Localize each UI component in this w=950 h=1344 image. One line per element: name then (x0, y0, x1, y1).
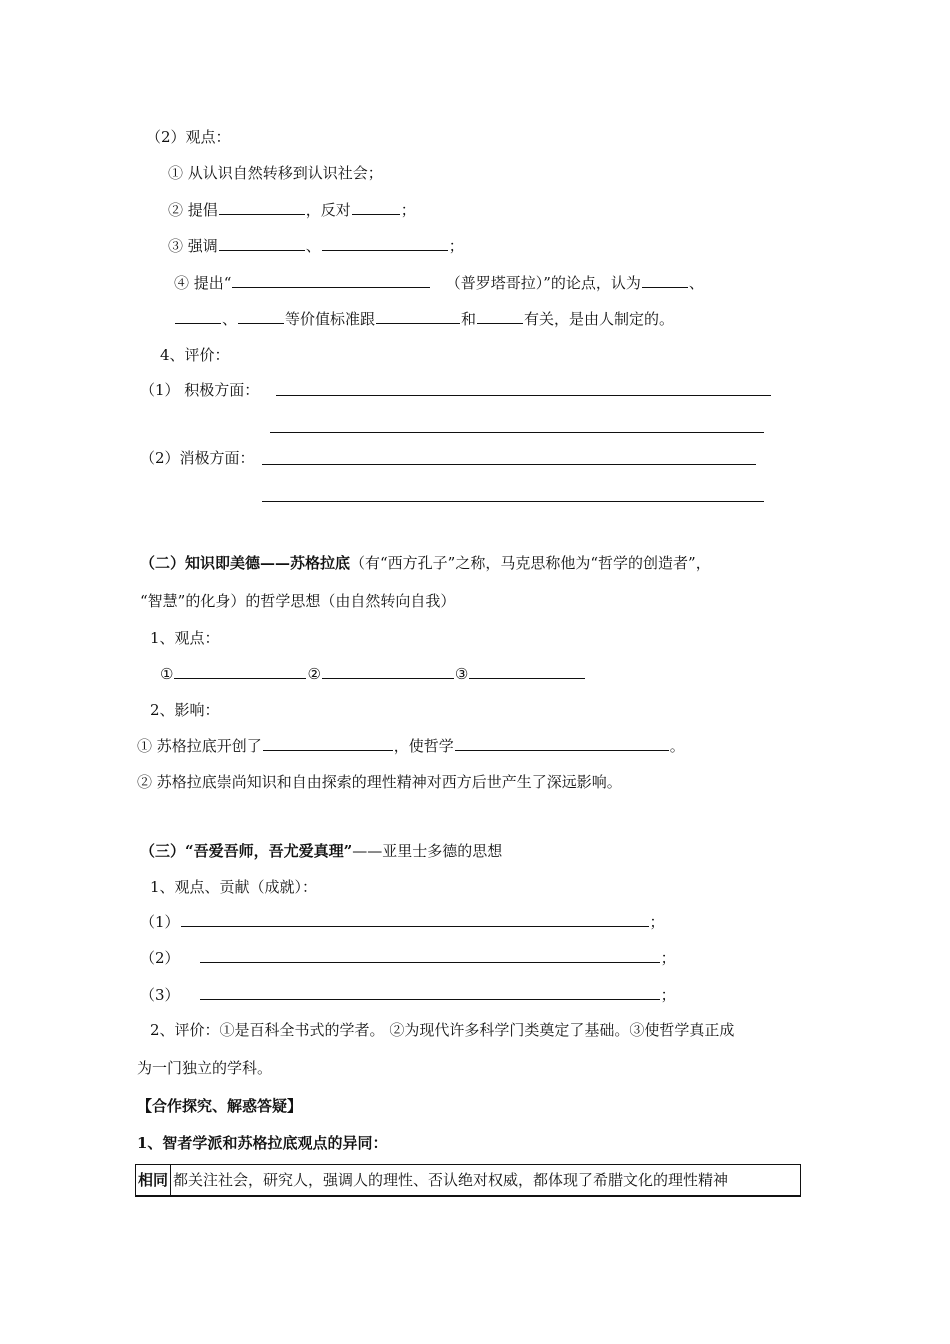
blank-point-2[interactable] (200, 948, 660, 963)
point-1-semicolon: ； (649, 913, 665, 931)
view-2 (168, 200, 416, 220)
socrates-title-rest: （有“西方孔子”之称，马克思称他为“哲学的创造者”， (350, 554, 711, 572)
blank-emphasize-2[interactable] (322, 236, 448, 251)
blank-philosophy[interactable] (455, 736, 669, 751)
view-4-text-d: 、 (222, 310, 238, 328)
view-4-text-f: 和 (461, 310, 477, 328)
view-4-text-c: 、 (688, 274, 704, 292)
view-2-text-b: ，反对 (305, 201, 351, 219)
positive-answer-line-1[interactable] (276, 395, 771, 396)
view-4-cont (174, 309, 674, 329)
blank-pioneered[interactable] (263, 736, 393, 751)
positive-aspect-label: （1） 积极方面： (140, 381, 260, 399)
blank-value-2[interactable] (175, 309, 221, 324)
aristotle-views-heading: 1、观点、贡献（成就）： (150, 878, 318, 896)
table-row (136, 1165, 801, 1197)
socrates-views-blanks (160, 664, 586, 684)
comparison-table (135, 1164, 801, 1197)
influence-1 (137, 736, 685, 756)
socrates-title (140, 553, 711, 573)
influence-2: ② 苏格拉底崇尚知识和自由探索的理性精神对西方后世产生了深远影响。 (137, 773, 622, 791)
blank-advocate[interactable] (219, 200, 305, 215)
similarity-content: 都关注社会，研究人，强调人的理性、否认绝对权威，都体现了希腊文化的理性精神 (171, 1165, 801, 1197)
view-1: ① 从认识自然转移到认识社会； (168, 164, 383, 182)
point-3-semicolon: ； (660, 986, 676, 1004)
views-heading: （2）观点： (146, 128, 231, 146)
socrates-views-heading: 1、观点： (150, 629, 220, 647)
similarity-label: 相同 (136, 1165, 171, 1197)
aristotle-point-1 (140, 912, 665, 932)
evaluation-heading: 4、评价： (160, 346, 230, 364)
view-2-text-c: ； (400, 201, 416, 219)
blank-socrates-view-3[interactable] (469, 664, 585, 679)
influence-heading: 2、影响： (150, 701, 220, 719)
aristotle-evaluation-line2: 为一门独立的学科。 (137, 1059, 273, 1077)
view-4-text-b: （普罗塔哥拉）”的论点，认为 (445, 274, 641, 292)
aristotle-title-bold: （三）“吾爱吾师，吾尤爱真理” (140, 842, 353, 860)
negative-aspect-label: （2）消极方面： (140, 449, 255, 467)
comparison-question: 1、智者学派和苏格拉底观点的异同： (137, 1134, 388, 1152)
blank-related-2[interactable] (477, 309, 523, 324)
aristotle-evaluation-line1: 2、评价：①是百科全书式的学者。 ②为现代许多科学门类奠定了基础。③使哲学真正成 (150, 1021, 735, 1039)
cooperation-heading: 【合作探究、解惑答疑】 (137, 1097, 303, 1115)
circle-1: ① (160, 665, 174, 683)
view-3-text-c: ； (448, 237, 464, 255)
blank-value-3[interactable] (238, 309, 284, 324)
circle-3: ③ (454, 665, 469, 683)
blank-value-1[interactable] (642, 273, 688, 288)
aristotle-title (140, 841, 502, 861)
blank-related-1[interactable] (376, 309, 460, 324)
influence-1-text-b: ，使哲学 (393, 737, 454, 755)
negative-answer-line-2[interactable] (262, 501, 764, 502)
view-3-text-a: ③ 强调 (168, 237, 218, 255)
point-1-label: （1） (140, 913, 180, 931)
socrates-title-line2: “智慧”的化身）的哲学思想（由自然转向自我） (140, 592, 456, 610)
influence-1-text-c: 。 (669, 737, 685, 755)
view-4 (174, 273, 704, 293)
influence-1-text-a: ① 苏格拉底开创了 (137, 737, 262, 755)
negative-answer-line-1[interactable] (262, 464, 756, 465)
point-3-label: （3） (140, 986, 180, 1004)
blank-socrates-view-1[interactable] (174, 664, 306, 679)
circle-2: ② (307, 665, 321, 683)
blank-point-3[interactable] (200, 985, 660, 1000)
blank-point-1[interactable] (181, 912, 649, 927)
view-4-text-e: 等价值标准跟 (285, 310, 376, 328)
view-3 (168, 236, 464, 256)
point-2-semicolon: ； (660, 949, 676, 967)
point-2-label: （2） (140, 949, 180, 967)
blank-oppose[interactable] (352, 200, 400, 215)
blank-emphasize-1[interactable] (219, 236, 305, 251)
aristotle-title-rest: ——亚里士多德的思想 (352, 842, 503, 860)
blank-thesis[interactable] (232, 273, 430, 288)
positive-answer-line-2[interactable] (270, 432, 764, 433)
aristotle-point-2 (140, 948, 676, 968)
blank-socrates-view-2[interactable] (322, 664, 454, 679)
view-3-text-b: 、 (305, 237, 321, 255)
aristotle-point-3 (140, 985, 676, 1005)
view-2-text-a: ② 提倡 (168, 201, 218, 219)
view-4-text-a: ④ 提出“ (174, 274, 232, 292)
view-4-text-g: 有关，是由人制定的。 (524, 310, 675, 328)
socrates-title-bold: （二）知识即美德——苏格拉底 (140, 554, 351, 572)
